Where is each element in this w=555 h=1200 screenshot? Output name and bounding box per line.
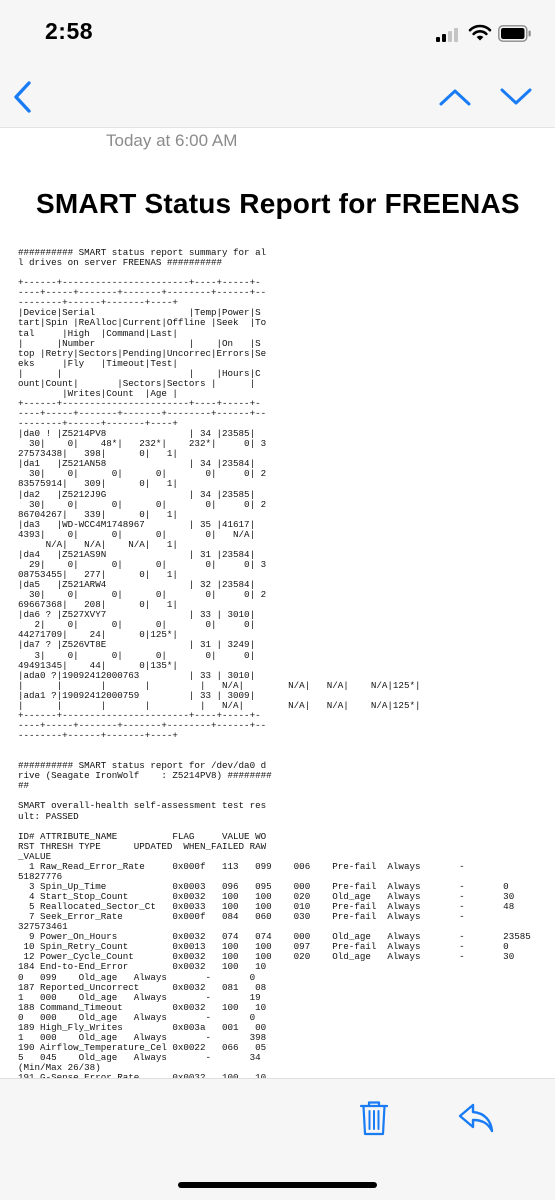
report-line: ID# ATTRIBUTE_NAME FLAG VALUE WO — [18, 830, 267, 842]
report-line: +------+-----------------------+----+-----+- — [18, 709, 261, 721]
report-line: |Device|Serial |Temp|Power|S — [18, 307, 261, 319]
report-line: 1 Raw_Read_Error_Rate 0x000f 113 099 006 Pre-fail Always - — [18, 860, 465, 872]
message-date: Today at 6:00 AM — [106, 131, 238, 150]
report-line: 30| 0| 48*| 232*| 232*| 0| 3 — [18, 438, 267, 450]
report-line: 184 End-to-End_Error 0x0032 100 10 — [18, 961, 267, 973]
report-line: |da4 |Z521AS9N | 31 |23584| — [18, 548, 256, 560]
reply-button[interactable] — [455, 1099, 497, 1137]
report-line: 187 Reported_Uncorrect 0x0032 081 08 — [18, 981, 267, 993]
report-line: 10 Spin_Retry_Count 0x0013 100 100 097 Pre-fail Always - 0 — [18, 941, 509, 953]
report-line — [18, 741, 548, 751]
report-line: 7 Seek_Error_Rate 0x000f 084 060 030 Pre-fail Always - — [18, 911, 465, 923]
report-line: |da3 |WD-WCC4M1748967 | 35 |41617| — [18, 518, 256, 530]
report-line: |da1 |Z521AN58 | 34 |23584| — [18, 458, 256, 470]
report-line: ########## SMART status report for /dev/da0 d — [18, 760, 267, 772]
report-line: top |Retry|Sectors|Pending|Uncorrec|Errors|Se — [18, 347, 267, 359]
report-line: 188 Command_Timeout 0x0032 100 10 — [18, 1001, 267, 1013]
report-line: ## — [18, 780, 30, 792]
report-line: ount|Count| |Sectors|Sectors | | — [18, 377, 256, 389]
report-line: +------+-----------------------+----+-----+- — [18, 397, 261, 409]
message-subject: SMART Status Report for FREENAS — [36, 188, 520, 219]
report-line: | | | | | N/A| N/A| N/A| N/A|125*| — [18, 699, 421, 711]
report-line: 1 000 Old_age Always - 19 — [18, 991, 261, 1003]
report-line: eks |Fly |Timeout|Test| — [18, 357, 178, 369]
report-line: 27573438| 398| 0| 1| — [18, 448, 178, 460]
chevron-left-icon — [12, 80, 34, 114]
report-line: ----+-----+-------+-------+--------+------+-- — [18, 719, 267, 731]
report-line: ----+-----+-------+-------+--------+------+-- — [18, 408, 267, 419]
report-line: tal |High |Command|Last| — [18, 327, 178, 339]
status-bar — [0, 0, 555, 68]
report-line: 83575914| 309| 0| 1| — [18, 478, 178, 490]
wifi-icon — [468, 24, 492, 42]
report-line: tart|Spin |ReAlloc|Current|Offline |Seek |To — [18, 317, 267, 329]
report-line: 3| 0| 0| 0| 0| 0| — [18, 649, 256, 661]
report-line: ########## SMART status report summary for al — [18, 247, 267, 258]
report-line: 29| 0| 0| 0| 0| 0| 3 — [18, 558, 267, 570]
report-line: |ada1 ?|19092412000759 | 33 | 3009| — [18, 689, 256, 701]
report-line: 69667368| 208| 0| 1| — [18, 599, 178, 611]
chevron-up-icon — [438, 87, 472, 107]
report-line: ult: PASSED — [18, 810, 79, 822]
report-line: 30| 0| 0| 0| 0| 0| 2 — [18, 589, 267, 601]
status-time: 2:58 — [45, 18, 94, 44]
report-line: (Min/Max 26/38) — [18, 1062, 101, 1074]
report-line: 08753455| 277| 0| 1| — [18, 569, 178, 580]
report-line: 4393| 0| 0| 0| 0| N/A| — [18, 528, 256, 540]
next-message-button[interactable] — [497, 78, 535, 116]
report-line: 327573461 — [18, 921, 68, 933]
report-line: --------+------+-------+----+ — [18, 730, 178, 741]
report-line: 51827776 — [18, 870, 63, 882]
previous-message-button[interactable] — [436, 78, 474, 116]
report-line: 30| 0| 0| 0| 0| 0| 2 — [18, 498, 267, 510]
report-line: 86704267| 339| 0| 1| — [18, 508, 178, 520]
cellular-signal-icon — [436, 27, 462, 42]
report-line: 4 Start_Stop_Count 0x0032 100 100 020 Old_age Always - 30 — [18, 891, 515, 902]
report-line: 0 099 Old_age Always - 0 — [18, 971, 256, 983]
report-line: | |Number | |On |S — [18, 337, 261, 349]
report-line: 5 Reallocated_Sector_Ct 0x0033 100 100 010 Pre-fail Always - 48 — [18, 901, 515, 913]
report-line: 9 Power_On_Hours 0x0032 074 074 000 Old_age Always - 23585 — [18, 931, 531, 943]
report-line: |da5 |Z521ARW4 | 32 |23584| — [18, 579, 256, 591]
battery-icon — [498, 25, 532, 42]
report-line: | | | | | N/A| N/A| N/A| N/A|125*| — [18, 679, 421, 691]
mail-navigation-bar — [0, 68, 555, 128]
report-line: 0 000 Old_age Always - 0 — [18, 1011, 256, 1023]
report-line: 12 Power_Cycle_Count 0x0032 100 100 020 Old_age Always - 30 — [18, 951, 515, 963]
reply-icon — [457, 1102, 495, 1134]
report-line: N/A| N/A| N/A| 1| — [18, 538, 178, 550]
report-line: 189 High_Fly_Writes 0x003a 001 00 — [18, 1021, 267, 1033]
smart-report-body — [18, 248, 548, 1076]
report-line: |da0 ! |Z5214PV8 | 34 |23585| — [18, 428, 256, 440]
report-line: --------+------+-------+----+ — [18, 418, 178, 430]
trash-button[interactable] — [354, 1097, 394, 1139]
back-button[interactable] — [4, 78, 42, 116]
report-line: 30| 0| 0| 0| 0| 0| 2 — [18, 468, 267, 480]
report-line: --------+------+-------+----+ — [18, 297, 178, 309]
report-line: |ada0 ?|19092412000763 | 33 | 3010| — [18, 669, 256, 681]
report-line: l drives on server FREENAS ########## — [18, 257, 222, 269]
report-line: +------+-----------------------+----+-----+- — [18, 277, 261, 289]
report-line: |da2 |Z5212J9G | 34 |23585| — [18, 488, 256, 500]
report-line: ----+-----+-------+-------+--------+------+-- — [18, 287, 267, 299]
report-line: 3 Spin_Up_Time 0x0003 096 095 000 Pre-fail Always - 0 — [18, 880, 509, 892]
report-line: RST THRESH TYPE UPDATED WHEN_FAILED RAW — [18, 840, 267, 852]
report-line: _VALUE — [18, 850, 52, 862]
report-line: | | | |Hours|C — [18, 367, 261, 379]
report-line: 1 000 Old_age Always - 398 — [18, 1031, 267, 1043]
chevron-down-icon — [499, 87, 533, 107]
report-line: 49491345| 44| 0|135*| — [18, 659, 178, 671]
report-line: 44271709| 24| 0|125*| — [18, 629, 178, 641]
trash-icon — [359, 1099, 389, 1137]
report-line: |da6 ? |Z527XVY7 | 33 | 3010| — [18, 609, 256, 621]
home-indicator — [178, 1182, 377, 1188]
report-line: SMART overall-health self-assessment test res — [18, 800, 267, 812]
report-line: |Writes|Count |Age | — [18, 387, 178, 399]
report-line: 190 Airflow_Temperature_Cel 0x0022 066 05 — [18, 1041, 267, 1053]
report-line: 5 045 Old_age Always - 34 — [18, 1052, 261, 1063]
report-line: 2| 0| 0| 0| 0| 0| — [18, 619, 256, 631]
report-line: rive (Seagate IronWolf : Z5214PV8) ######## — [18, 770, 272, 782]
report-line: |da7 ? |Z526VT8E | 31 | 3249| — [18, 639, 256, 651]
